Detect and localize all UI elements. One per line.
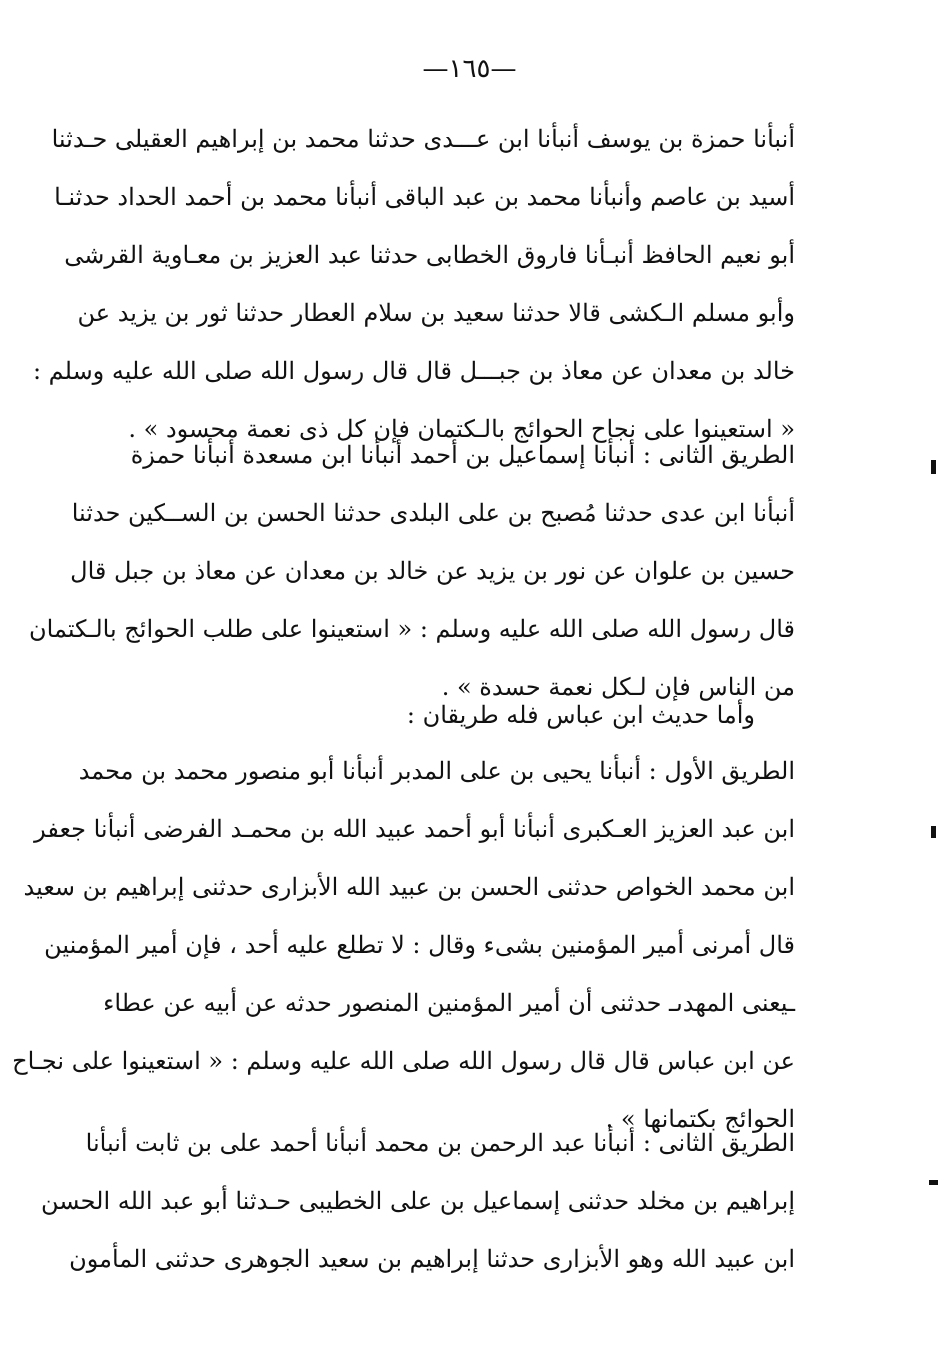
text-line: الطريق الأول : أنبأنا يحيى بن على المدبر أنبأنا أبو منصور محمد بن محمد [78,757,795,785]
text-line: الطريق الثانى : أنبأنا عبد الرحمن بن محمد أنبأنا أحمد على بن ثابت أنبأنا [85,1129,795,1157]
paragraph-1 [32,110,795,458]
paragraph-3 [140,686,795,744]
text-line: وأما حديث ابن عباس فله طريقان : [406,701,755,729]
paragraph-2 [29,426,795,716]
text-line: أنبأنا حمزة بن يوسف أنبأنا ابن عـــدى حدثنا محمد بن إبراهيم العقيلى حـدثنا [51,125,795,153]
text-line: إبراهيم بن مخلد حدثنى إسماعيل بن على الخطيبى حـدثنا أبو عبد الله الحسن [41,1187,795,1215]
text-line: الطريق الثانى : أنبأنا إسماعيل بن أحمد أنبأنا ابن مسعدة أنبأنا حمزة [130,441,795,469]
text-line: من الناس فإن لـكل نعمة حسدة » . [441,673,795,701]
text-line: حسين بن علوان عن نور بن يزيد عن خالد بن معدان عن معاذ بن جبل قال [70,557,795,585]
text-line: خالد بن معدان عن معاذ بن جبـــل قال قال رسول الله صلى الله عليه وسلم : [32,357,795,385]
scan-edge-mark [929,1180,938,1185]
scan-edge-mark [931,460,936,474]
text-line: ابن عبيد الله وهو الأبزارى حدثنا إبراهيم بن سعيد الجوهرى حدثنى المأمون [69,1245,795,1273]
scan-edge-mark [931,826,936,838]
text-line: أسيد بن عاصم وأنبأنا محمد بن عبد الباقى أنبأنا محمد بن أحمد الحداد حدثنـا [54,183,795,211]
text-line: قال أمرنى أمير المؤمنين بشىء وقال : لا تطلع عليه أحد ، فإن أمير المؤمنين [44,931,795,959]
text-line: الحوائج بكتمانها » . [605,1105,795,1133]
text-line: عن ابن عباس قال قال رسول الله صلى الله عليه وسلم : « استعينوا على نجـاح [12,1047,795,1075]
text-line: ـيعنى المهدىـ حدثنى أن أمير المؤمنين المنصور حدثه عن أبيه عن عطاء [103,989,795,1017]
text-line: ابن عبد العزيز العـكبرى أنبأنا أبو أحمد عبيد الله بن محمـد الفرضى أنبأنا جعفر [34,815,795,843]
text-line: وأبو مسلم الـكشى قالا حدثنا سعيد بن سلام العطار حدثنا ثور بن يزيد عن [77,299,795,327]
text-line: قال رسول الله صلى الله عليه وسلم : « استعينوا على طلب الحوائج بالـكتمان [29,615,795,643]
text-line: ابن محمد الخواص حدثنى الحسن بن عبيد الله الأبزارى حدثنى إبراهيم بن سعيد [23,873,795,901]
text-line: « استعينوا على نجاح الحوائج بالـكتمان فإن كل ذى نعمة محسود » . [128,415,795,443]
paragraph-5 [41,1114,795,1288]
paragraph-4 [12,742,795,1148]
text-line: أبو نعيم الحافظ أنبـأنا فاروق الخطابى حدثنا عبد العزيز بن معـاوية القرشى [64,241,795,269]
page-number: —١٦٥— [422,54,517,84]
text-line: أنبأنا ابن عدى حدثنا مُصبح بن على البلدى حدثنا الحسن بن الســكين حدثنا [71,499,795,527]
